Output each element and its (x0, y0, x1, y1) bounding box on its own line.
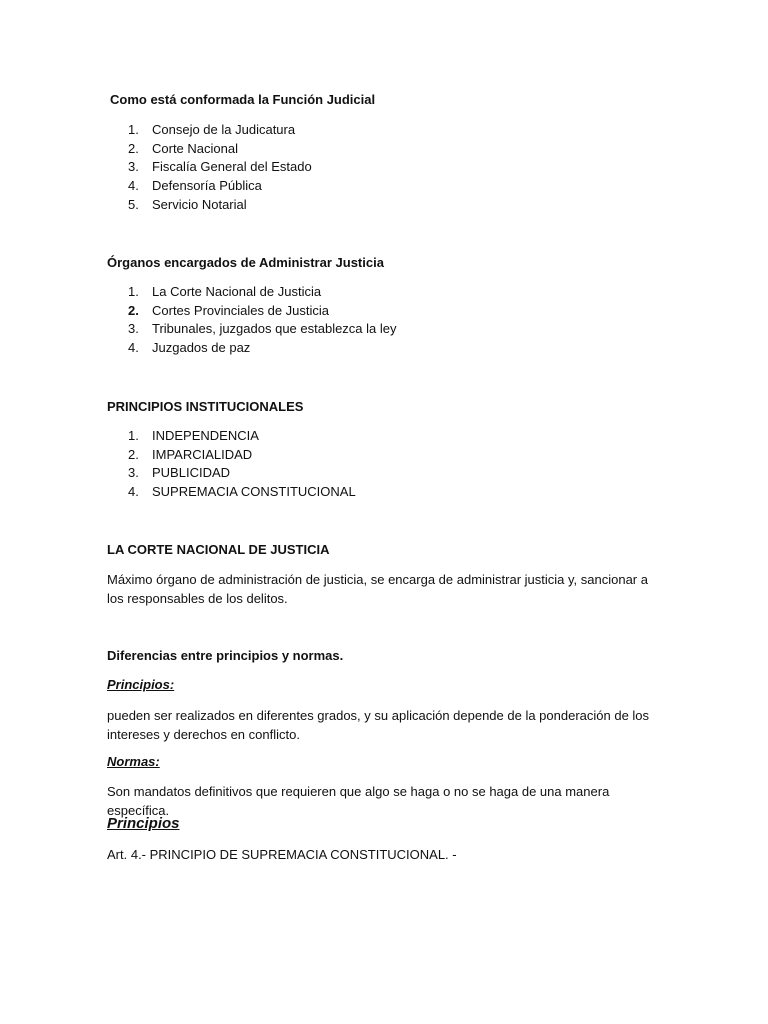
normas-label: Normas: (107, 754, 160, 769)
document-page: Como está conformada la Función Judicial 1. Consejo de la Judicatura 2. Corte Nacional 3. Fiscalía General del Estado 4. Defensoría Pública 5. Servicio Notarial Órganos encargados de Administrar Justicia 1. La Corte Nacional de Justicia 2. Cortes Provinciales de Justicia 3. Tribunales, juzgados que establezca la ley 4. Juzgados de paz PRINCIPIOS INSTITUCIONALES 1. INDEPENDENCIA 2. IMPARCIALIDAD 3. PUBLICIDAD 4. SUPREMACIA CONSTITUCIONAL LA CORTE NACIONAL DE JUSTICIA Máximo órgano de administración de justicia, se encarga de administrar justicia y, sancionar a los responsables de los delitos. Diferencias entre principios y normas. Principios: pueden ser realizados en diferentes grados, y su aplicación depende de la ponderación de los intereses y derechos en conflicto. Normas: Son mandatos definitivos que requieren que algo se haga o no se haga de una manera específica. Principios Art. 4.- PRINCIPIO DE SUPREMACIA CONSTITUCIONAL. - (0, 0, 768, 1024)
principios-heading: Principios (107, 815, 180, 832)
normas-paragraph: Son mandatos definitivos que requieren que algo se haga o no se haga de una manera específica. (107, 784, 610, 818)
section-heading-organos: Órganos encargados de Administrar Justicia (107, 255, 384, 270)
principios-label: Principios: (107, 677, 175, 692)
section-heading-principios-institucionales: PRINCIPIOS INSTITUCIONALES (107, 399, 304, 414)
principios-paragraph: pueden ser realizados en diferentes grados, y su aplicación depende de la ponderación de los intereses y derechos en conflicto. (107, 708, 650, 742)
corte-nacional-paragraph: Máximo órgano de administración de justicia, se encarga de administrar justicia y, sancionar a los responsables de los delitos. (107, 572, 648, 606)
article-line: Art. 4.- PRINCIPIO DE SUPREMACIA CONSTITUCIONAL. - (107, 847, 457, 862)
section-heading-funcion-judicial: Como está conformada la Función Judicial (110, 92, 376, 107)
section-heading-corte-nacional: LA CORTE NACIONAL DE JUSTICIA (107, 542, 330, 557)
section-heading-diferencias: Diferencias entre principios y normas. (107, 648, 344, 663)
